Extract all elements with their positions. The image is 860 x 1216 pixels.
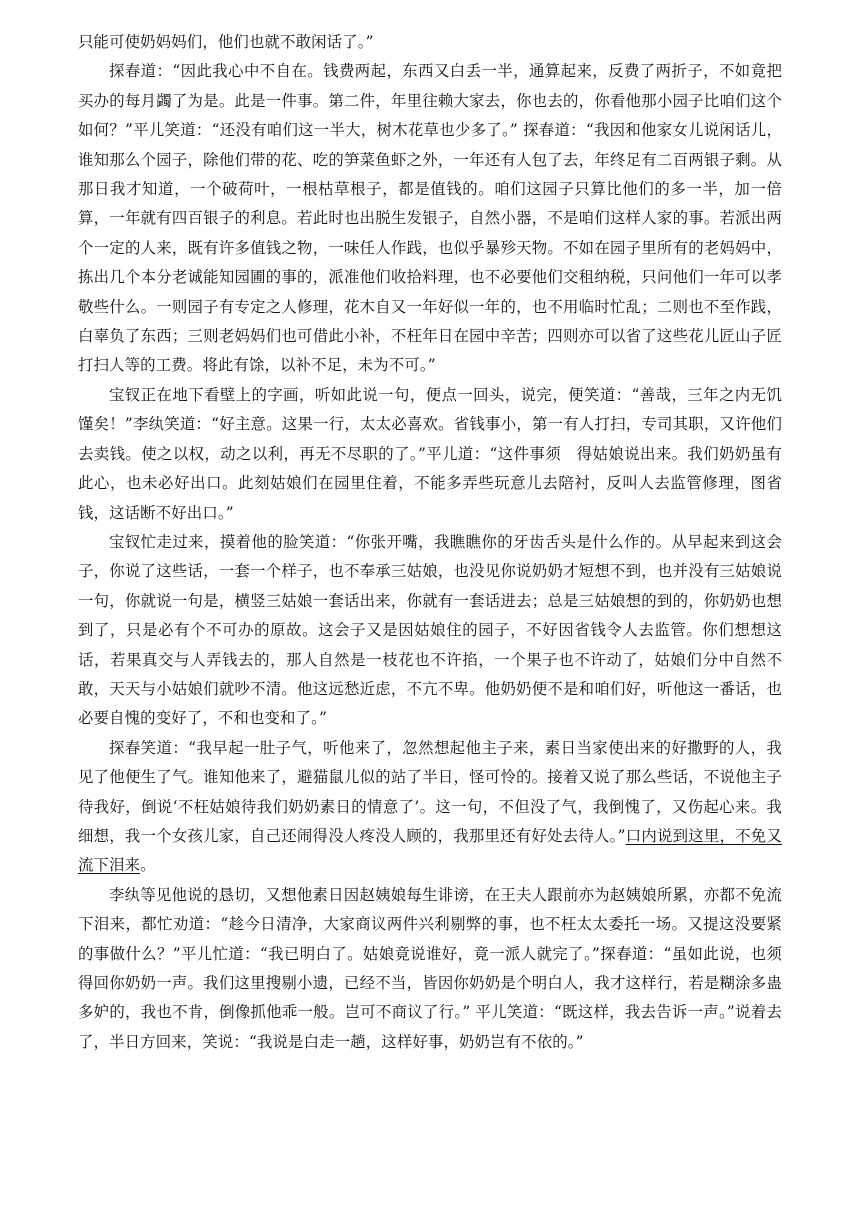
paragraph-1-text: 只能可使奶妈妈们，他们也就不敢闲话了。” [78,33,374,51]
paragraph-3-text: 宝钗正在地下看壁上的字画，听如此说一句，便点一回头，说完，便笑道：“善哉，三年之内无饥馑矣！”李纨笑道：“好主意。这果一行，太太必喜欢。省钱事小，第一有人打扫，专司其职，又许他们去卖钱。使之以权，动之以利，再无不尽职的了。”平儿道：“这件事须 得姑娘说出来。我们奶奶虽有此心，也未必好出口。此刻姑娘们在园里住着，不能多弄些玩意儿去陪衬，反叫人去监管修理，图省钱，这话断不好出口。” [78,385,782,522]
paragraph-3 [78,381,782,528]
paragraph-6 [78,881,782,1057]
paragraph-4-text: 宝钗忙走过来，摸着他的脸笑道：“你张开嘴，我瞧瞧你的牙齿舌头是什么作的。从早起来到这会子，你说了这些话，一套一个样子，也不奉承三姑娘，也没见你说奶奶才短想不到，也并没有三姑娘说一句，你就说一句是，横竖三姑娘一套话出来，你就有一套话进去；总是三姑娘想的到的，你奶奶也想到了，只是必有个不可办的原故。这会子又是因姑娘住的园子，不好因省钱令人去监管。你们想想这话，若果真交与人弄钱去的，那人自然是一枝花也不许掐，一个果子也不许动了，姑娘们分中自然不敢，天天与小姑娘们就吵不清。他这远愁近虑，不亢不卑。他奶奶便不是和咱们好，听他这一番话，也必要自愧的变好了，不和也变和了。” [78,532,782,728]
paragraph-6-text: 李纨等见他说的恳切，又想他素日因赵姨娘每生诽谤，在王夫人跟前亦为赵姨娘所累，亦都不免流下泪来，都忙劝道：“趁今日清净，大家商议两件兴利剔弊的事，也不枉太太委托一场。又提这没要紧的事做什么？”平儿忙道：“我已明白了。姑娘竟说谁好，竟一派人就完了。”探春道：“虽如此说，也须得回你奶奶一声。我们这里搜剔小遗，已经不当，皆因你奶奶是个明白人，我才这样行，若是糊涂多蛊多妒的，我也不肯，倒像抓他乖一般。岂可不商议了行。” 平儿笑道：“既这样，我去告诉一声。”说着去了，半日方回来，笑说：“我说是白走一趟，这样好事，奶奶岂有不依的。” [78,885,782,1051]
paragraph-5-tail: 。 [140,856,156,875]
paragraph-5-text: 探春笑道：“我早起一肚子气，听他来了，忽然想起他主子来，素日当家使出来的好撒野的人，我见了他便生了气。谁知他来了，避猫鼠儿似的站了半日，怪可怜的。接着又说了那么些话，不说他主子待我好，倒说‘不枉姑娘待我们奶奶素日的情意了’。这一句，不但没了气，我倒愧了，又伤起心来。我细想，我一个女孩儿家，自己还闹得没人疼没人顾的，我那里还有好处去待人。” [78,738,782,845]
paragraph-5 [78,734,782,881]
paragraph-4 [78,528,782,734]
paragraph-1 [78,28,782,57]
document-page [78,28,782,1057]
paragraph-2 [78,57,782,380]
underlined-sentence: 口内说到这里，不免又流下泪来 [78,826,782,875]
paragraph-2-text: 探春道：“因此我心中不自在。钱费两起，东西又白丢一半，通算起来，反费了两折子，不如竟把买办的每月蠲了为是。此是一件事。第二件，年里往赖大家去，你也去的，你看他那小园子比咱们这个如何？”平儿笑道：“还没有咱们这一半大，树木花草也少多了。” 探春道：“我因和他家女儿说闲话儿，谁知那么个园子，除他们带的花、吃的笋菜鱼虾之外，一年还有人包了去，年终足有二百两银子剩。从那日我才知道，一个破荷叶，一根枯草根子，都是值钱的。咱们这园子只算比他们的多一半，加一倍算，一年就有四百银子的利息。若此时也出脱生发银子，自然小器，不是咱们这样人家的事。若派出两个一定的人来，既有许多值钱之物，一味任人作践，也似乎暴殄天物。不如在园子里所有的老妈妈中，拣出几个本分老诚能知园圃的事的，派准他们收拾料理，也不必要他们交租纳税，只问他们一年可以孝敬些什么。一则园子有专定之人修理，花木自又一年好似一年的，也不用临时忙乱；二则也不至作践，白辜负了东西；三则老妈妈们也可借此小补，不枉年日在园中辛苦；四则亦可以省了这些花儿匠山子匠打扫人等的工费。将此有馀，以补不足，未为不可。” [78,62,782,375]
